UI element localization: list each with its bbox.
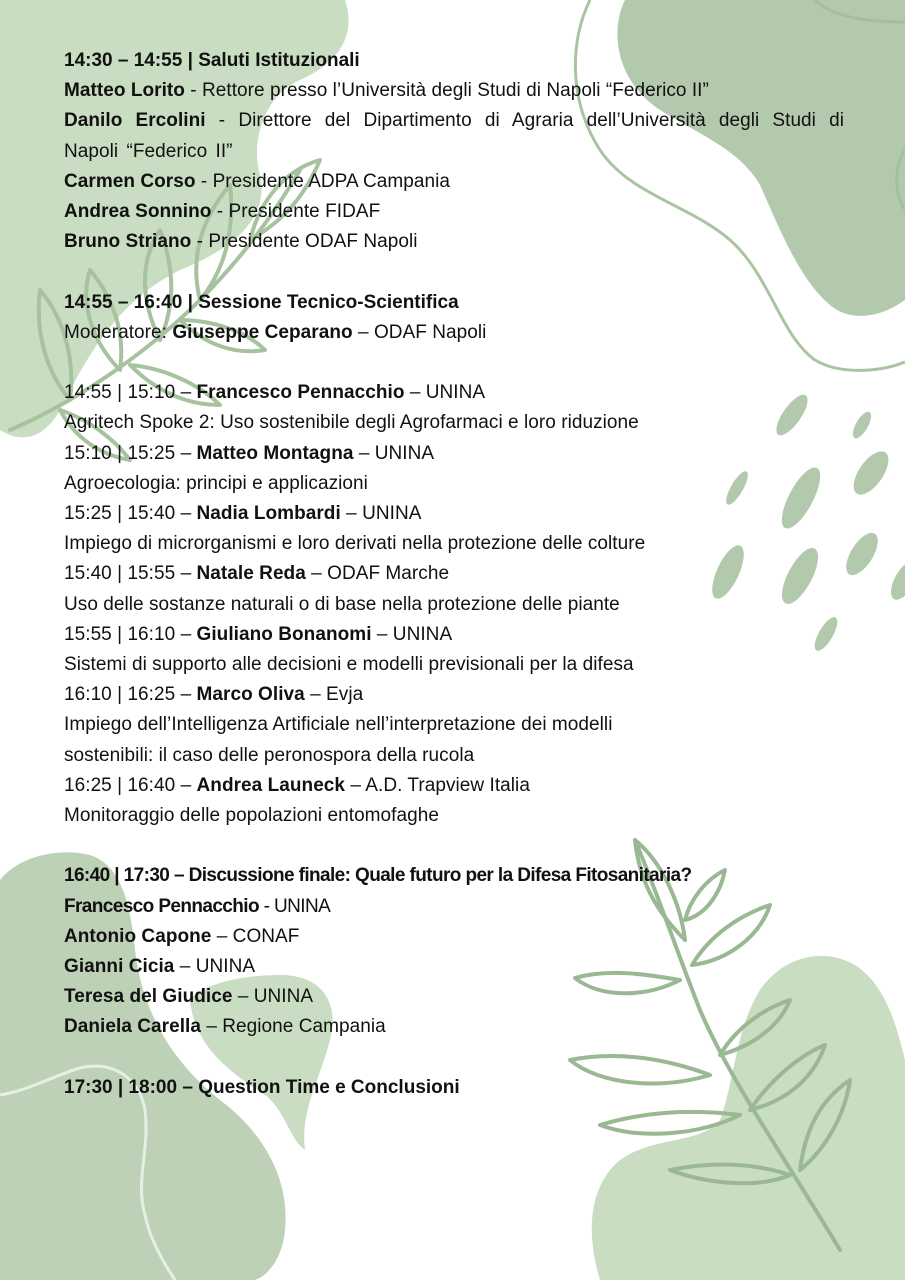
section-heading-welcome: 14:30 – 14:55 | Saluti Istituzionali [64,50,360,71]
panelist-line [64,892,844,922]
talk-header [64,620,844,650]
talk-item [64,771,844,831]
moderator-line [64,318,844,348]
talk-title: Impiego di microrganismi e loro derivati nella protezione delle colture [64,533,646,555]
talk-title-continued: sostenibili: il caso delle peronospora della rucola [64,744,475,766]
panelist-affiliation: - UNINA [258,895,331,917]
speaker-name: Bruno Striano [64,231,192,253]
talk-affiliation: – UNINA [340,503,422,525]
speaker-name: Andrea Sonnino [64,201,212,223]
speaker-role: Presidente ODAF Napoli [208,231,418,253]
talk-item [64,620,844,680]
talk-time: 16:10 | 16:25 – [64,684,197,706]
section-heading-closing: 17:30 | 18:00 – Question Time e Conclusioni [64,1076,460,1098]
panelist-name: Gianni Cicia [64,956,175,978]
panelist-name: Francesco Pennacchio [64,895,259,917]
section-technical [64,288,844,832]
talk-header [64,439,844,469]
talk-affiliation: – UNINA [371,623,453,645]
panelist-line [64,952,844,982]
talk-title: Agritech Spoke 2: Uso sostenibile degli Agrofarmaci e loro riduzione [64,412,639,434]
spacer [64,257,844,287]
panelist-affiliation: – UNINA [174,956,256,978]
separator: - [211,201,229,223]
separator: - [191,231,209,253]
moderator-name: Giuseppe Ceparano [172,321,353,343]
speaker-line [64,106,844,166]
section-discussion [64,861,844,1042]
section-heading-discussion: 16:40 | 17:30 – Discussione finale: Quale futuro per la Difesa Fitosanitaria? [64,865,692,887]
panelist-affiliation: – CONAF [211,925,300,947]
moderator-label: Moderatore: [64,321,173,343]
panelist-name: Antonio Capone [64,925,212,947]
talk-time: 15:25 | 15:40 – [64,503,197,525]
talk-affiliation: – A.D. Trapview Italia [345,774,530,796]
speaker-line [64,197,844,227]
panelist-name: Teresa del Giudice [64,986,233,1008]
speaker-name: Carmen Corso [64,170,196,192]
speaker-name: Danilo Ercolini [64,110,206,132]
panelist-line [64,1012,844,1042]
panelist-name: Daniela Carella [64,1016,201,1038]
talk-item [64,439,844,499]
talk-header [64,680,844,710]
talk-speaker: Nadia Lombardi [196,503,341,525]
speaker-line [64,167,844,197]
talk-time: 14:55 | 15:10 – [64,382,197,404]
separator: - [205,110,239,132]
program-content [64,46,844,1103]
talk-title: Impiego dell’Intelligenza Artificiale nell’interpretazione dei modelli [64,714,613,736]
talk-item [64,378,844,438]
talk-title: Uso delle sostanze naturali o di base nella protezione delle piante [64,593,620,615]
talk-time: 15:10 | 15:25 – [64,442,197,464]
talk-header [64,378,844,408]
talk-speaker: Francesco Pennacchio [196,382,405,404]
talk-item [64,499,844,559]
talk-header [64,499,844,529]
talk-speaker: Marco Oliva [196,684,305,706]
spacer [64,1043,844,1073]
talk-affiliation: – Evja [304,684,364,706]
speaker-role: Presidente ADPA Campania [212,170,451,192]
panelist-affiliation: – Regione Campania [201,1016,386,1038]
talk-title: Sistemi di supporto alle decisioni e modelli previsionali per la difesa [64,654,634,676]
speaker-role: Presidente FIDAF [228,201,381,223]
moderator-affiliation: – ODAF Napoli [352,321,487,343]
separator: - [195,170,213,192]
talk-header [64,559,844,589]
talk-affiliation: – UNINA [353,442,435,464]
talk-header [64,771,844,801]
section-heading-technical: 14:55 – 16:40 | Sessione Tecnico-Scientifica [64,291,459,313]
talk-item [64,559,844,619]
talk-time: 15:40 | 15:55 – [64,563,197,585]
speaker-line [64,227,844,257]
separator: - [184,80,203,102]
section-welcome [64,46,844,257]
speaker-name: Matteo Lorito [64,80,185,102]
spacer [64,348,844,378]
talk-time: 16:25 | 16:40 – [64,774,197,796]
spacer [64,831,844,861]
talk-time: 15:55 | 16:10 – [64,623,197,645]
speaker-role: Direttore del Dipartimento di Agraria dell’Università degli Studi di Napoli “Federico II” [64,110,844,162]
talk-affiliation: – UNINA [404,382,486,404]
talk-speaker: Giuliano Bonanomi [196,623,372,645]
talk-title: Monitoraggio delle popolazioni entomofaghe [64,805,439,827]
panelist-affiliation: – UNINA [232,986,314,1008]
talk-speaker: Natale Reda [196,563,306,585]
speaker-role: Rettore presso l’Università degli Studi di Napoli “Federico II” [202,80,709,102]
talk-affiliation: – ODAF Marche [305,563,450,585]
talk-speaker: Matteo Montagna [196,442,354,464]
section-closing [64,1073,844,1103]
talk-speaker: Andrea Launeck [196,774,346,796]
talk-item [64,680,844,771]
speaker-line [64,76,844,106]
talk-title: Agroecologia: principi e applicazioni [64,472,368,494]
panelist-line [64,982,844,1012]
panelist-line [64,922,844,952]
